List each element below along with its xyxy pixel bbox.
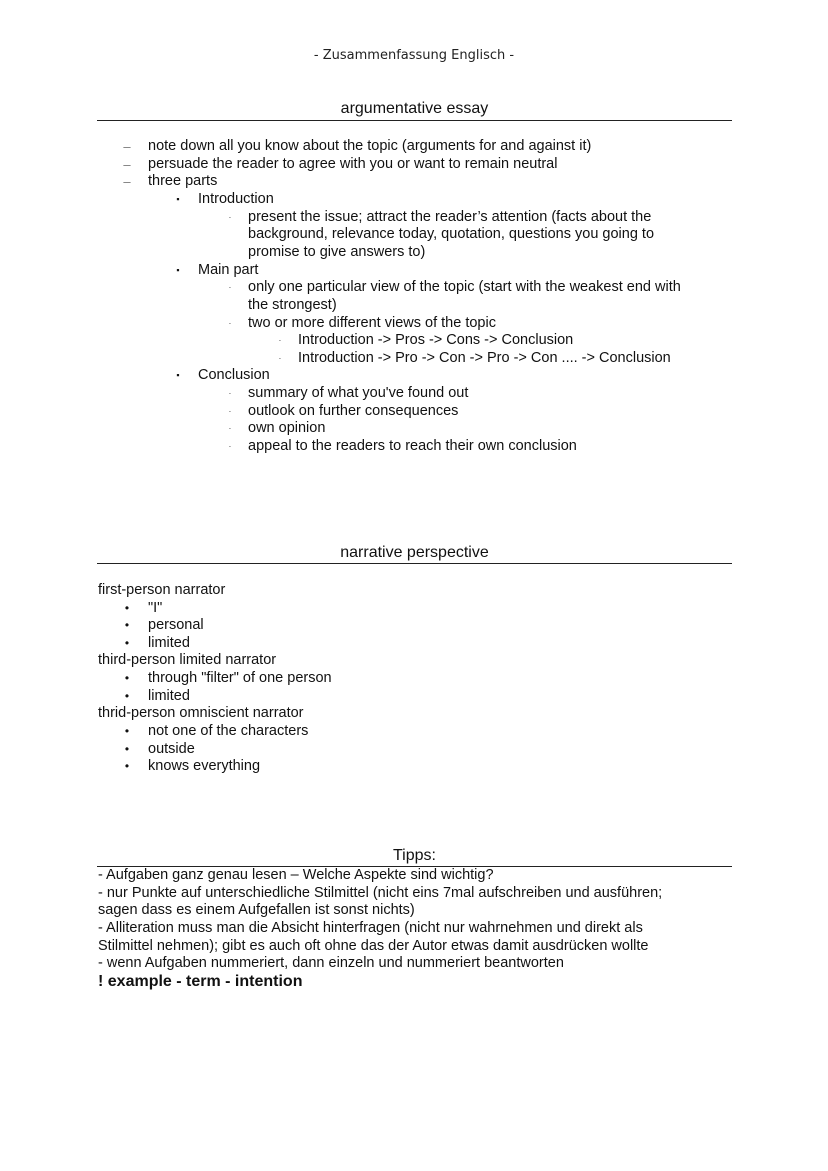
bullet: • <box>124 636 130 650</box>
list-item: not one of the characters <box>148 723 309 739</box>
bullet: • <box>124 724 130 738</box>
square-bullet: ▪ <box>176 265 180 275</box>
bullet: • <box>124 618 130 632</box>
bullet: • <box>124 689 130 703</box>
bullet: • <box>124 759 130 773</box>
list-item: personal <box>148 617 204 633</box>
dot-bullet: · <box>228 442 232 451</box>
list-item: "I" <box>148 600 163 616</box>
list-item: three parts <box>148 173 218 189</box>
third-omniscient-label: thrid-person omniscient narrator <box>98 705 304 721</box>
argumentative-title-rule <box>97 120 732 121</box>
narrative-title-rule <box>97 563 732 564</box>
main-line: only one particular view of the topic (start with the weakest end with <box>248 279 681 295</box>
tipps-emphasis: ! example - term - intention <box>98 973 303 990</box>
tipp-line: sagen dass es einem Aufgefallen ist sonst nichts) <box>98 902 415 918</box>
structure-line: Introduction -> Pro -> Con -> Pro -> Con .... -> Conclusion <box>298 350 671 366</box>
bullet: • <box>124 742 130 756</box>
conclusion-item: own opinion <box>248 420 326 436</box>
bullet: • <box>124 601 130 615</box>
tipp-line: - Alliteration muss man die Absicht hinterfragen (nicht nur wahrnehmen und direkt als <box>98 920 643 936</box>
list-item: outside <box>148 741 195 757</box>
third-limited-label: third-person limited narrator <box>98 652 277 668</box>
tipp-line: - Aufgaben ganz genau lesen – Welche Aspekte sind wichtig? <box>98 867 494 883</box>
list-item: persuade the reader to agree with you or want to remain neutral <box>148 156 558 172</box>
tipps-title: Tipps: <box>393 847 436 864</box>
conclusion-item: summary of what you've found out <box>248 385 469 401</box>
dot-bullet: · <box>228 213 232 222</box>
square-bullet: ▪ <box>176 370 180 380</box>
list-item: knows everything <box>148 758 261 774</box>
dot-bullet: · <box>228 319 232 328</box>
main-line: the strongest) <box>248 297 337 313</box>
list-item: through "filter" of one person <box>148 670 332 686</box>
dash-marker: – <box>123 139 131 154</box>
dash-marker: – <box>123 174 131 189</box>
conclusion-item: outlook on further consequences <box>248 403 459 419</box>
part-conclusion-label: Conclusion <box>198 367 270 383</box>
main-line: two or more different views of the topic <box>248 315 496 331</box>
intro-line: promise to give answers to) <box>248 244 426 260</box>
square-bullet: ▪ <box>176 194 180 204</box>
first-person-label: first-person narrator <box>98 582 226 598</box>
dot-bullet: · <box>228 283 232 292</box>
conclusion-item: appeal to the readers to reach their own conclusion <box>248 438 577 454</box>
part-main-label: Main part <box>198 262 259 278</box>
dot-bullet: · <box>228 424 232 433</box>
intro-line: background, relevance today, quotation, questions you going to <box>248 226 655 242</box>
bullet: • <box>124 671 130 685</box>
narrative-perspective-title: narrative perspective <box>340 544 489 561</box>
list-item: limited <box>148 635 190 651</box>
dash-marker: – <box>123 157 131 172</box>
list-item: limited <box>148 688 190 704</box>
dot-bullet: · <box>278 336 282 345</box>
structure-line: Introduction -> Pros -> Cons -> Conclusion <box>298 332 574 348</box>
tipp-line: - wenn Aufgaben nummeriert, dann einzeln und nummeriert beantworten <box>98 955 564 971</box>
dot-bullet: · <box>228 389 232 398</box>
dot-bullet: · <box>228 407 232 416</box>
tipp-line: - nur Punkte auf unterschiedliche Stilmittel (nicht eins 7mal aufschreiben und ausführen; <box>98 885 663 901</box>
argumentative-essay-title: argumentative essay <box>340 100 489 117</box>
tipp-line: Stilmittel nehmen); gibt es auch oft ohne das der Autor etwas damit ausdrücken wollte <box>98 938 649 954</box>
dot-bullet: · <box>278 354 282 363</box>
list-item: note down all you know about the topic (arguments for and against it) <box>148 138 592 154</box>
page-header: - Zusammenfassung Englisch - <box>313 48 515 63</box>
part-introduction-label: Introduction <box>198 191 274 207</box>
intro-line: present the issue; attract the reader’s attention (facts about the <box>248 209 652 225</box>
